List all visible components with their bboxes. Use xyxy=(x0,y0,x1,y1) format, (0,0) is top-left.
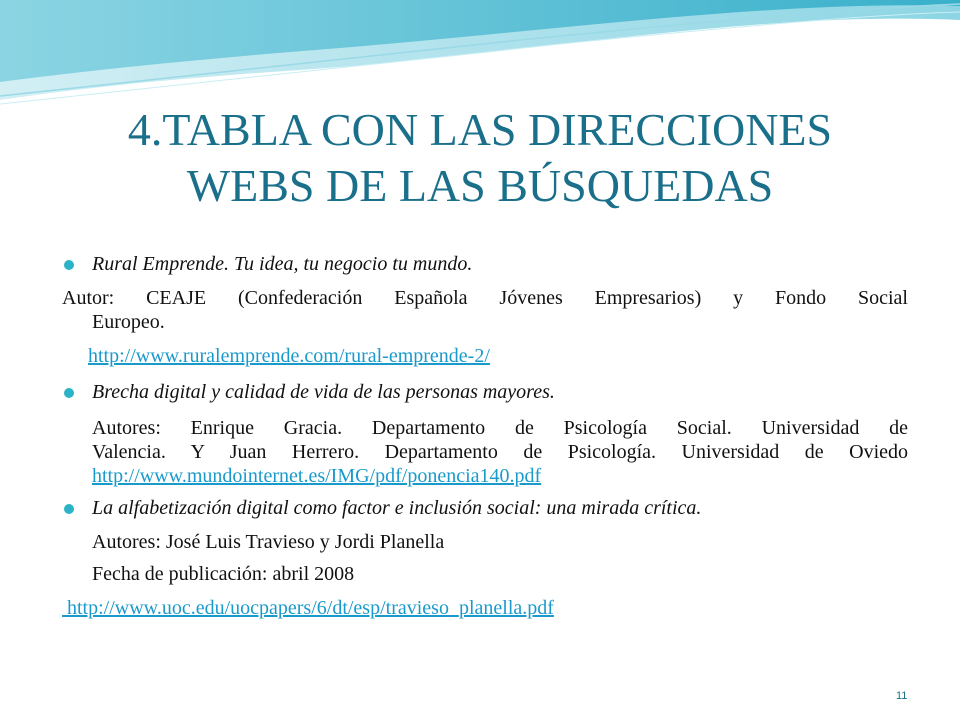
entry-1-url-link[interactable]: http://www.ruralemprende.com/rural-emprende-2/ xyxy=(88,345,490,367)
bullet-icon xyxy=(64,504,74,514)
title-line-1: 4.TABLA CON LAS DIRECCIONES xyxy=(127,104,833,155)
entry-2-author-line-1: Autores: Enrique Gracia. Departamento de Psicología Social. Universidad de xyxy=(92,417,908,439)
entry-3-authors: Autores: José Luis Travieso y Jordi Planella xyxy=(92,531,445,553)
entry-1-author-line-1: Autor: CEAJE (Confederación Española Jóvenes Empresarios) y Fondo Social xyxy=(62,287,908,309)
entry-1-author xyxy=(62,286,908,334)
entry-2-heading xyxy=(62,380,908,404)
bullet-icon xyxy=(64,388,74,398)
title-line-2: WEBS DE LAS BÚSQUEDAS xyxy=(186,160,774,211)
bullet-icon xyxy=(64,260,74,270)
entry-2-author xyxy=(62,416,908,488)
entry-2-author-line-2: Valencia. Y Juan Herrero. Departamento de Psicología. Universidad de Oviedo xyxy=(92,441,908,463)
entry-1-title: Rural Emprende. Tu idea, tu negocio tu mundo. xyxy=(92,253,473,275)
entry-2-url-link[interactable]: http://www.mundointernet.es/IMG/pdf/ponencia140.pdf xyxy=(92,465,542,487)
page-number: 11 xyxy=(896,690,908,702)
entry-3-heading xyxy=(62,496,908,520)
entry-3-title: La alfabetización digital como factor e inclusión social: una mirada crítica. xyxy=(92,497,702,519)
entry-1-heading xyxy=(62,252,908,276)
references-list xyxy=(62,252,908,620)
entry-3-date: Fecha de publicación: abril 2008 xyxy=(92,563,355,585)
entry-3-url-link[interactable]: http://www.uoc.edu/uocpapers/6/dt/esp/travieso_planella.pdf xyxy=(62,597,554,619)
entry-2-title: Brecha digital y calidad de vida de las personas mayores. xyxy=(92,381,555,403)
slide-title xyxy=(60,102,900,214)
entry-1-author-line-2: Europeo. xyxy=(92,311,165,333)
